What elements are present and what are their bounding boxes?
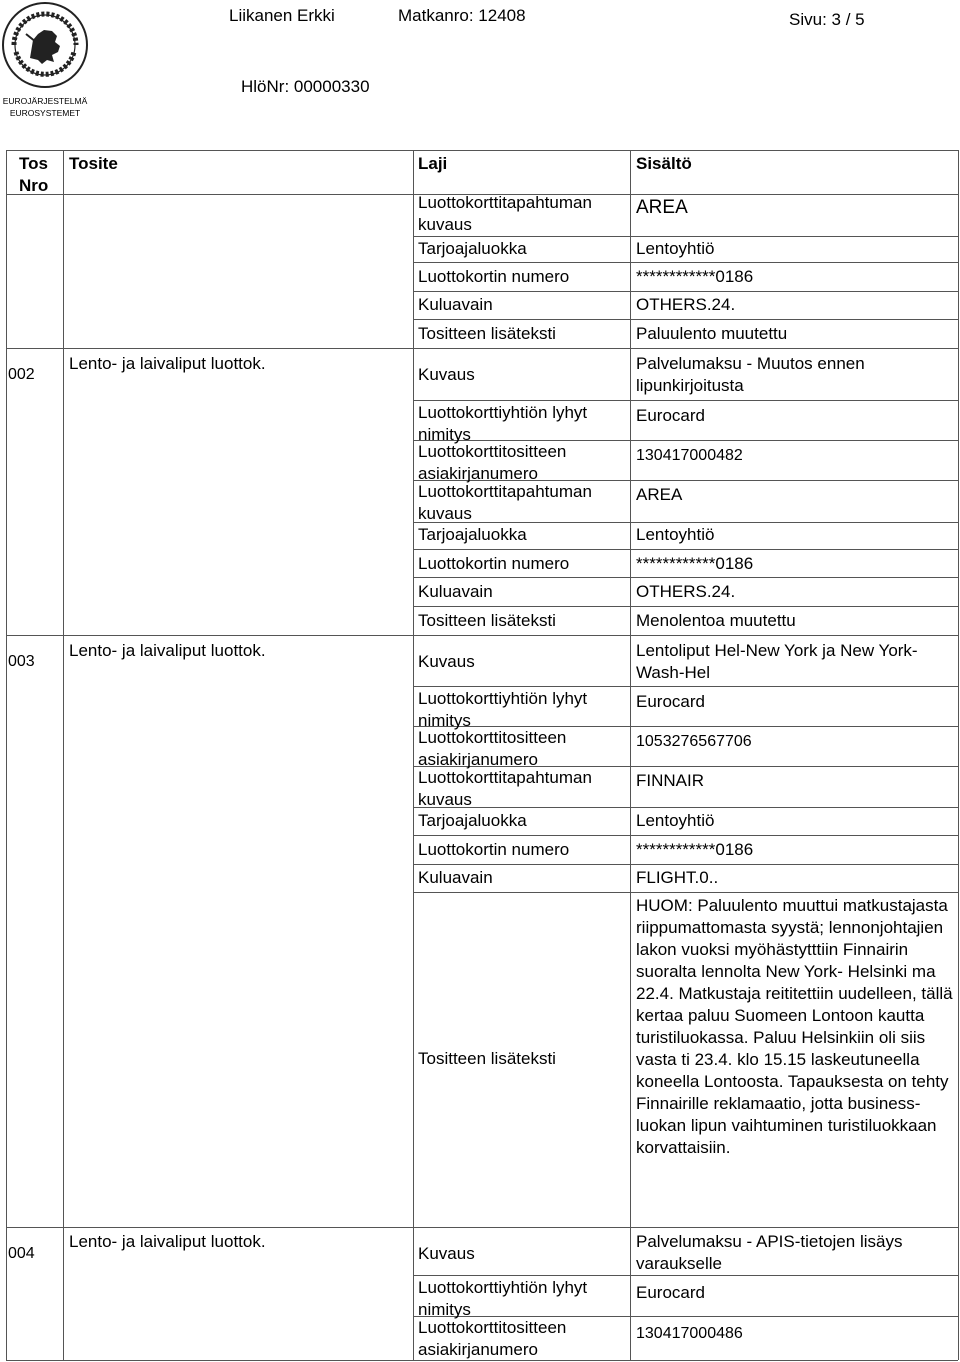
row-line: [413, 549, 958, 550]
cell-laji: Kuluavain: [418, 582, 493, 601]
cell-sisalto: Palvelumaksu - Muutos ennen lipunkirjoitusta: [636, 354, 865, 395]
cell-laji: Kuvaus: [418, 365, 475, 384]
row-line: [413, 1275, 958, 1276]
col-header-nro: Nro: [19, 176, 49, 195]
cell-laji: Luottokortin numero: [418, 267, 570, 286]
row-line: [413, 236, 958, 237]
bank-logo: [0, 0, 90, 124]
col-header-laji: Laji: [418, 154, 448, 173]
col-header-tosite: Tosite: [69, 154, 118, 173]
row-line: [6, 348, 958, 349]
cell-tos-nro: 004: [8, 1245, 35, 1262]
row-line: [413, 606, 958, 607]
cell-laji: Luottokorttiyhtiön lyhyt nimitys: [418, 689, 588, 730]
row-line: [6, 1227, 958, 1228]
cell-sisalto: 1053276567706: [636, 733, 752, 750]
cell-laji: Kuvaus: [418, 1244, 475, 1263]
cell-sisalto: FINNAIR: [636, 771, 704, 790]
col-divider-1: [63, 150, 64, 1360]
cell-sisalto: ************0186: [636, 840, 754, 859]
cell-tosite: Lento- ja laivaliput luottok.: [69, 1232, 266, 1251]
cell-sisalto: Palvelumaksu - APIS-tietojen lisäys varaukselle: [636, 1232, 903, 1273]
logo-text-line1: EUROJÄRJESTELMÄ: [2, 96, 88, 106]
cell-sisalto: AREA: [636, 197, 688, 218]
row-line: [413, 864, 958, 865]
logo-text-line2: EUROSYSTEMET: [9, 108, 81, 118]
col-divider-3: [630, 150, 631, 1360]
cell-laji: Luottokorttitositteen asiakirjanumero: [418, 1318, 567, 1359]
cell-sisalto: Lentoyhtiö: [636, 525, 715, 544]
cell-laji: Tarjoajaluokka: [418, 239, 527, 258]
cell-sisalto: 130417000482: [636, 447, 743, 464]
cell-sisalto: 130417000486: [636, 1325, 743, 1342]
cell-sisalto-note: HUOM: Paluulento muuttui matkustajasta riippumattomasta syystä; lennonjohtajien lakon vuoksi myöhästytttiin Finnairin suoralta lennolta New York- Helsinki ma 22.4. Matkustaja reititettiin uudelleen, tällä kertaa paluu Suomeen Lontoon kautta turistiluokassa. Paluu Helsinkiin oli siis vasta ti 23.4. klo 15.15 laskeutuneella koneella Lontoosta. Tapauksesta on tehty Finnairille reklamaatio, jotta business-luokan lipun vaihtuminen turistiluokkaan korvattaisiin.: [636, 896, 953, 1157]
cell-sisalto: Lentoyhtiö: [636, 811, 715, 830]
col-header-sisalto: Sisältö: [636, 154, 692, 173]
cell-sisalto: AREA: [636, 485, 683, 504]
cell-laji: Luottokorttitositteen asiakirjanumero: [418, 442, 567, 483]
cell-laji: Kuluavain: [418, 295, 493, 314]
cell-laji: Luottokortin numero: [418, 554, 570, 573]
col-header-tos: Tos: [19, 154, 48, 173]
cell-laji: Luottokortin numero: [418, 840, 570, 859]
cell-laji: Tarjoajaluokka: [418, 525, 527, 544]
person-number: HlöNr: 00000330: [241, 77, 370, 96]
row-line: [413, 400, 958, 401]
cell-sisalto: Lentoliput Hel-New York ja New York-Wash-Hel: [636, 641, 918, 682]
cell-laji: Tositteen lisäteksti: [418, 611, 556, 630]
page-indicator: Sivu: 3 / 5: [789, 10, 865, 29]
cell-sisalto: OTHERS.24.: [636, 295, 736, 314]
cell-laji: Luottokorttitapahtuman kuvaus: [418, 482, 592, 523]
cell-laji: Luottokorttitapahtuman kuvaus: [418, 193, 592, 234]
cell-sisalto: OTHERS.24.: [636, 582, 736, 601]
cell-sisalto: Eurocard: [636, 692, 705, 711]
cell-sisalto: Eurocard: [636, 1283, 705, 1302]
row-line: [413, 577, 958, 578]
cell-sisalto: Menolentoa muutettu: [636, 611, 796, 630]
cell-laji: Kuvaus: [418, 652, 475, 671]
cell-sisalto: ************0186: [636, 554, 754, 573]
cell-sisalto: Paluulento muutettu: [636, 324, 788, 343]
cell-sisalto: Lentoyhtiö: [636, 239, 715, 258]
col-divider-2: [413, 150, 414, 1360]
trip-number: Matkanro: 12408: [398, 6, 526, 25]
row-line: [413, 892, 958, 893]
cell-laji: Luottokorttitapahtuman kuvaus: [418, 768, 592, 809]
row-line: [413, 262, 958, 263]
row-line: [413, 835, 958, 836]
cell-laji: Tarjoajaluokka: [418, 811, 527, 830]
cell-laji: Luottokorttiyhtiön lyhyt nimitys: [418, 1278, 588, 1319]
cell-sisalto: ************0186: [636, 267, 754, 286]
row-line: [413, 291, 958, 292]
employee-name: Liikanen Erkki: [229, 6, 335, 25]
row-line: [6, 635, 958, 636]
cell-laji: Tositteen lisäteksti: [418, 1049, 556, 1068]
table-top-border: [6, 150, 958, 151]
cell-tos-nro: 003: [8, 653, 35, 670]
row-line: [413, 319, 958, 320]
cell-sisalto: Eurocard: [636, 406, 705, 425]
cell-tos-nro: 002: [8, 366, 35, 383]
cell-laji: Tositteen lisäteksti: [418, 324, 556, 343]
cell-tosite: Lento- ja laivaliput luottok.: [69, 354, 266, 373]
col-divider-left: [6, 150, 7, 1360]
row-line: [413, 686, 958, 687]
cell-laji: Kuluavain: [418, 868, 493, 887]
cell-tosite: Lento- ja laivaliput luottok.: [69, 641, 266, 660]
cell-laji: Luottokorttitositteen asiakirjanumero: [418, 728, 567, 769]
col-divider-right: [958, 150, 959, 1360]
cell-laji: Luottokorttiyhtiön lyhyt nimitys: [418, 403, 588, 444]
cell-sisalto: FLIGHT.0..: [636, 868, 719, 887]
